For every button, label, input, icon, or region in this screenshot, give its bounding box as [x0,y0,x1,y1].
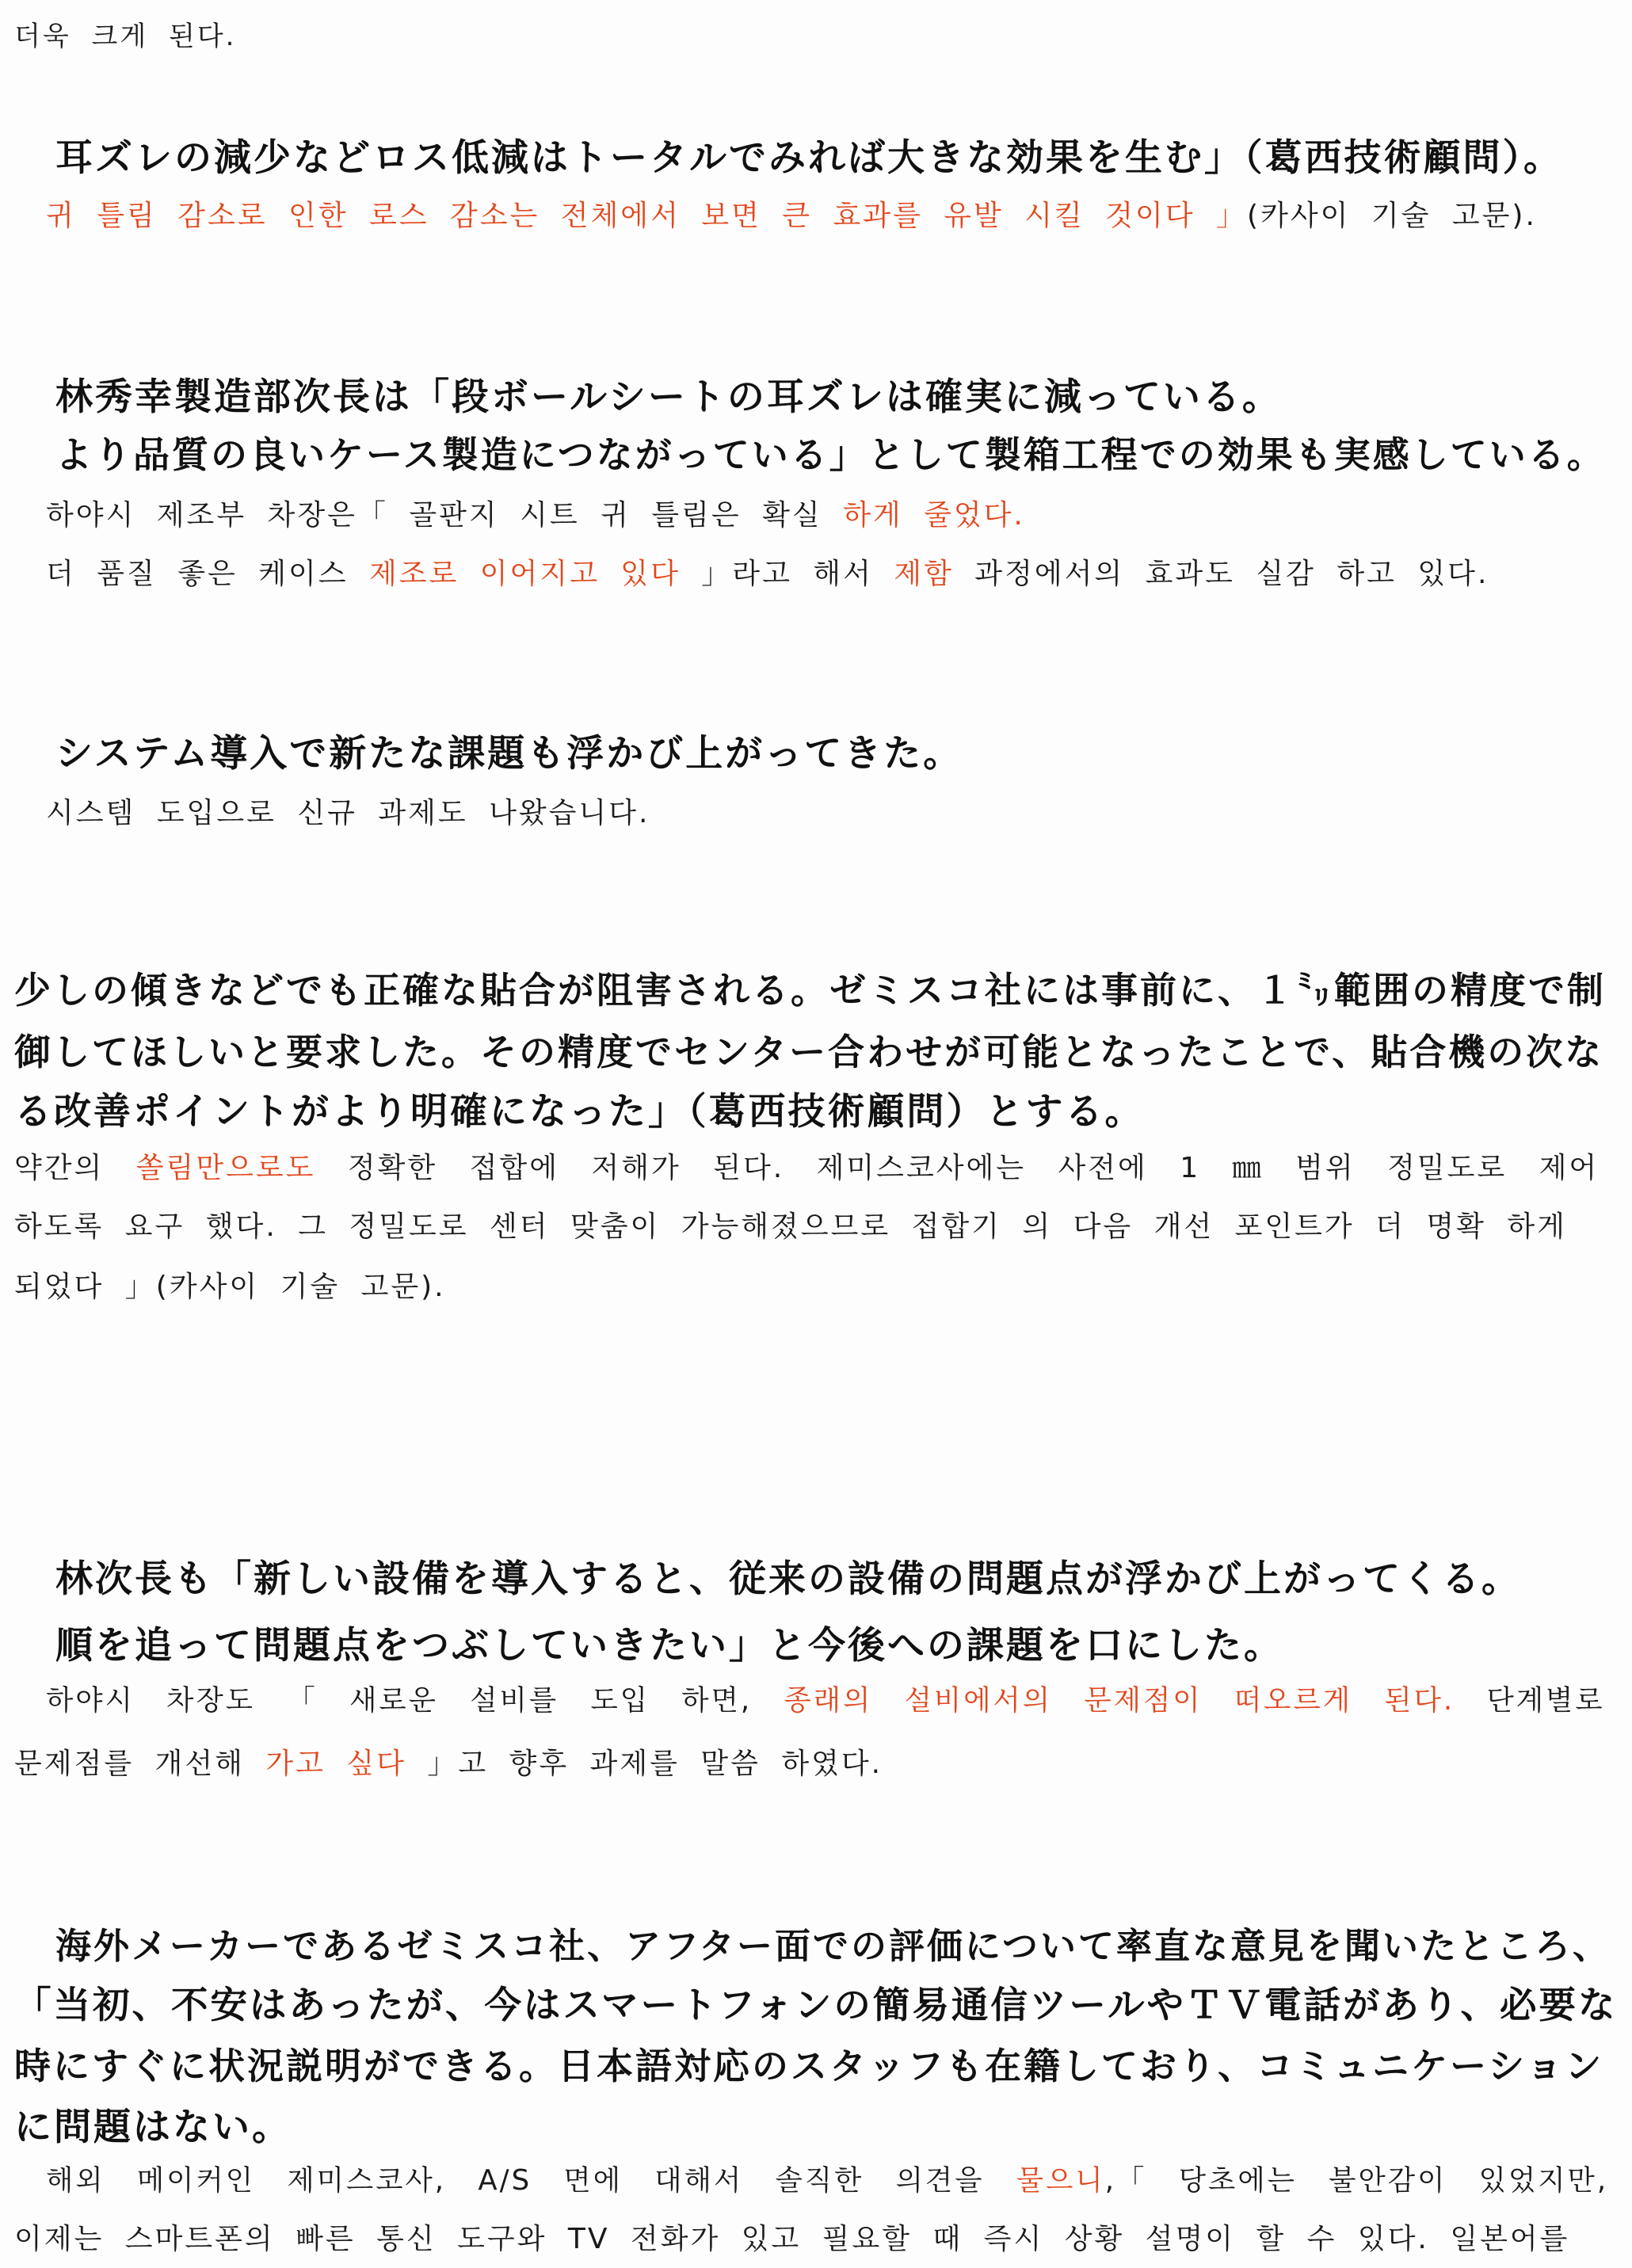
ko-text: 하도록 요구 했다. 그 정밀도로 센터 맞춤이 가능해졌으므로 접합기 의 다음 개선 포인트가 더 명확 하게 [14,1210,1567,1243]
jp-line: システム導入で新たな課題も浮かび上がってきた。 [55,732,963,776]
jp-line: 耳ズレの減少などロス低減はトータルでみれば大きな効果を生む」（葛西技術顧問）。 [55,136,1563,180]
ko-line [46,551,1489,592]
ko-line [46,193,1537,234]
ko-highlight: 귀 틀림 감소로 인한 로스 감소는 전체에서 보면 큰 효과를 유발 시킬 것이다 」 [46,200,1248,232]
ko-highlight: 제조로 이어지고 있다 [368,558,681,590]
ko-line [14,1741,883,1782]
ko-line [14,1264,446,1305]
jp-line: に問題はない。 [14,2106,292,2149]
ko-highlight: 제함 [894,558,954,590]
ko-highlight: 종래의 설비에서의 문제점이 떠오르게 된다. [784,1684,1455,1717]
jp-line: 海外メーカーであるゼミスコ社、アフター面での評価について率直な意見を聞いたところ、 [55,1925,1611,1967]
ko-highlight: 하게 줄었다. [843,499,1025,532]
jp-line: る改善ポイントがより明確になった」（葛西技術顧問）とする。 [14,1090,1145,1134]
ko-text: 약간의 [14,1152,136,1184]
jp-line: 林秀幸製造部次長は「段ボールシートの耳ズレは確実に減っている。 [55,375,1282,419]
ko-line [46,493,1025,533]
jp-line: 御してほしいと要求した。その精度でセンター合わせが可能となったことで、貼合機の次な [14,1031,1604,1073]
top-line: 더욱 크게 된다. [14,21,237,52]
ko-text: 정확한 접합에 저해가 된다. 제미스코사에는 사전에 1 ㎜ 범위 정밀도로 제어 [315,1152,1600,1184]
ko-highlight: 쏠림만으로도 [135,1152,316,1184]
ko-text: ,「 당초에는 불안감이 있었지만, [1104,2164,1609,2197]
jp-line: 林次長も「新しい設備を導入すると、従来の設備の問題点が浮かび上がってくる。 [55,1557,1521,1601]
ko-text: 되었다 」(카사이 기술 고문). [14,1271,446,1303]
ko-line [14,1204,1567,1245]
ko-text: 해외 메이커인 제미스코사, A/S 면에 대해서 솔직한 의견을 [46,2164,1016,2197]
jp-line: 少しの傾きなどでも正確な貼合が阻害される。ゼミスコ社には事前に、１㍉範囲の精度で制 [14,969,1606,1012]
ko-line [46,1678,1605,1718]
ko-highlight: 물으니 [1016,2164,1105,2197]
ko-line [46,2158,1608,2198]
ko-text: 」라고 해서 [680,558,894,590]
ko-text: 하야시 차장도 「 새로운 설비를 도입 하면, [46,1684,784,1717]
ko-text: 」고 향후 과제를 말씀 하였다. [406,1748,883,1780]
ko-highlight: 가고 싶다 [265,1748,406,1780]
ko-line [46,791,650,831]
jp-line: 順を追って問題点をつぶしていきたい」と今後への課題を口にした。 [55,1624,1283,1668]
ko-text: 문제점를 개선해 [14,1748,266,1780]
ko-text: (카사이 기술 고문). [1247,200,1537,232]
ko-text: 과정에서의 효과도 실감 하고 있다. [953,558,1489,590]
jp-line: より品質の良いケース製造につながっている」として製箱工程での効果も実感している。 [55,433,1606,476]
jp-line: 「当初、不安はあったが、今はスマートフォンの簡易通信ツールやＴＶ電話があり、必要な [14,1984,1618,2026]
ko-text: 하야시 제조부 차장은「 골판지 시트 귀 틀림은 확실 [46,499,844,532]
ko-line [14,2217,1569,2257]
ko-text: 시스템 도입으로 신규 과제도 나왔습니다. [46,797,650,829]
ko-text: 이제는 스마트폰의 빠른 통신 도구와 TV 전화가 있고 필요할 때 즉시 상황 설명이 할 수 있다. 일본어를 [14,2223,1570,2255]
ko-text: 단계별로 [1455,1684,1605,1717]
ko-text: 더 품질 좋은 케이스 [46,558,369,590]
ko-line [14,1145,1599,1186]
jp-line: 時にすぐに状況説明ができる。日本語対応のスタッフも在籍しており、コミュニケーション [14,2045,1604,2087]
